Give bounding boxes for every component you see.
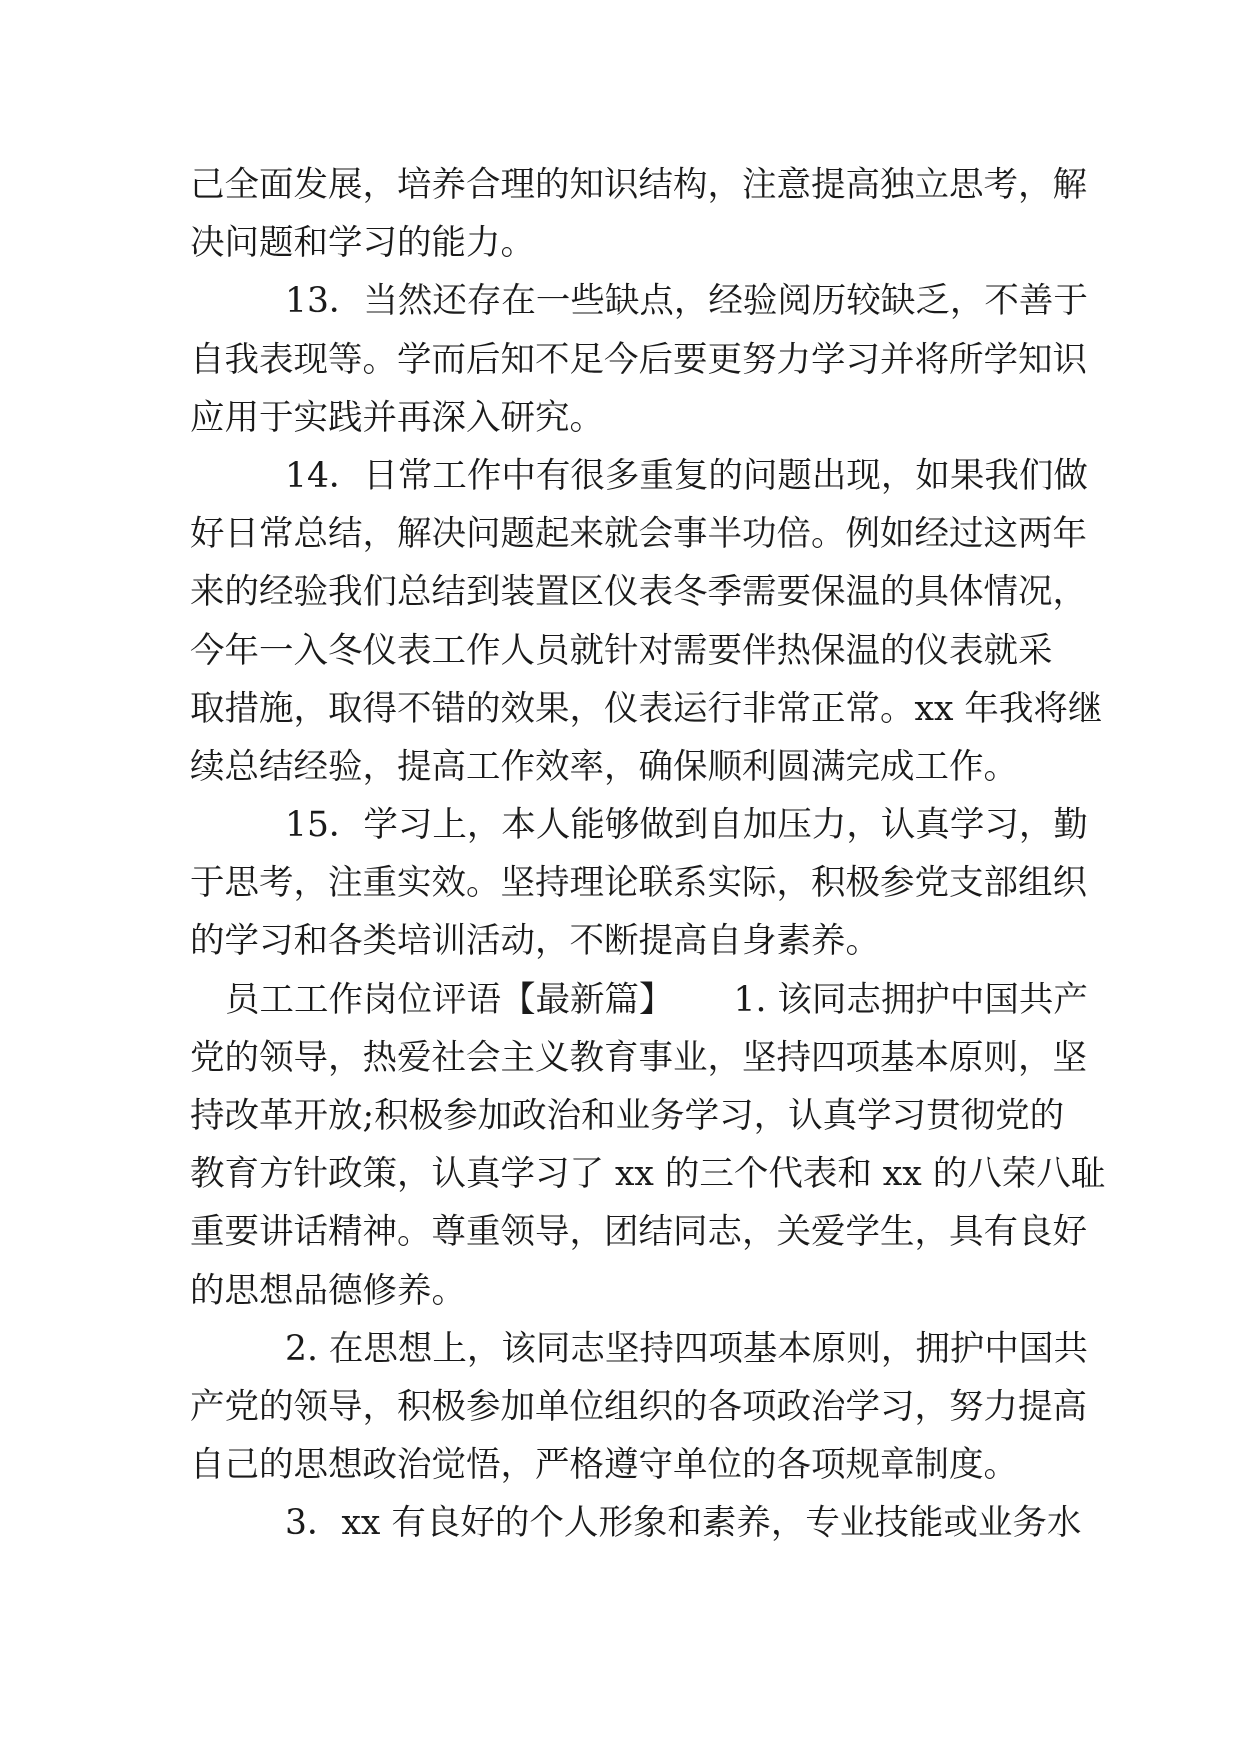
- list-item-2: 2. 在思想上，该同志坚持四项基本原则，拥护中国共: [285, 1328, 1088, 1369]
- text-line: 的思想品德修养。: [190, 1270, 466, 1311]
- list-item-14: 14．日常工作中有很多重复的问题出现，如果我们做: [285, 455, 1088, 496]
- text-line: 今年一入冬仪表工作人员就针对需要伴热保温的仪表就采: [190, 630, 1053, 671]
- text-line: 产党的领导，积极参加单位组织的各项政治学习，努力提高: [190, 1386, 1087, 1427]
- text-line: 取措施，取得不错的效果，仪表运行非常正常。xx 年我将继: [190, 688, 1103, 729]
- text-line: 应用于实践并再深入研究。: [190, 397, 604, 438]
- text-line: 续总结经验，提高工作效率，确保顺利圆满完成工作。: [190, 746, 1018, 787]
- list-item-13: 13．当然还存在一些缺点，经验阅历较缺乏，不善于: [285, 281, 1088, 322]
- section-title: 员工工作岗位评语【最新篇】: [225, 979, 674, 1020]
- text-line: 自我表现等。学而后知不足今后要更努力学习并将所学知识: [190, 339, 1087, 380]
- text-line: 来的经验我们总结到装置区仪表冬季需要保温的具体情况，: [190, 572, 1087, 613]
- list-item-3: 3．xx 有良好的个人形象和素养，专业技能或业务水: [285, 1503, 1082, 1544]
- list-item-15: 15．学习上，本人能够做到自加压力，认真学习，勤: [285, 805, 1088, 846]
- list-item-1-start: 1. 该同志拥护中国共产: [733, 979, 1088, 1020]
- text-line: 党的领导，热爱社会主义教育事业，坚持四项基本原则，坚: [190, 1037, 1087, 1078]
- text-line: 己全面发展，培养合理的知识结构，注意提高独立思考，解: [190, 165, 1087, 205]
- text-line: 自己的思想政治觉悟，严格遵守单位的各项规章制度。: [190, 1445, 1018, 1486]
- text-line: 持改革开放;积极参加政治和业务学习，认真学习贯彻党的: [190, 1096, 1065, 1136]
- text-line: 教育方针政策，认真学习了 xx 的三个代表和 xx 的八荣八耻: [190, 1154, 1106, 1195]
- text-line: 重要讲话精神。尊重领导，团结同志，关爱学生，具有良好: [190, 1212, 1087, 1253]
- text-line: 于思考，注重实效。坚持理论联系实际，积极参党支部组织: [190, 863, 1087, 904]
- text-line: 好日常总结，解决问题起来就会事半功倍。例如经过这两年: [190, 514, 1087, 555]
- document-body: [190, 156, 1106, 1553]
- text-line: 的学习和各类培训活动，不断提高自身素养。: [190, 921, 880, 962]
- text-line: 决问题和学习的能力。: [190, 223, 535, 264]
- section-heading-line: [190, 971, 1088, 1029]
